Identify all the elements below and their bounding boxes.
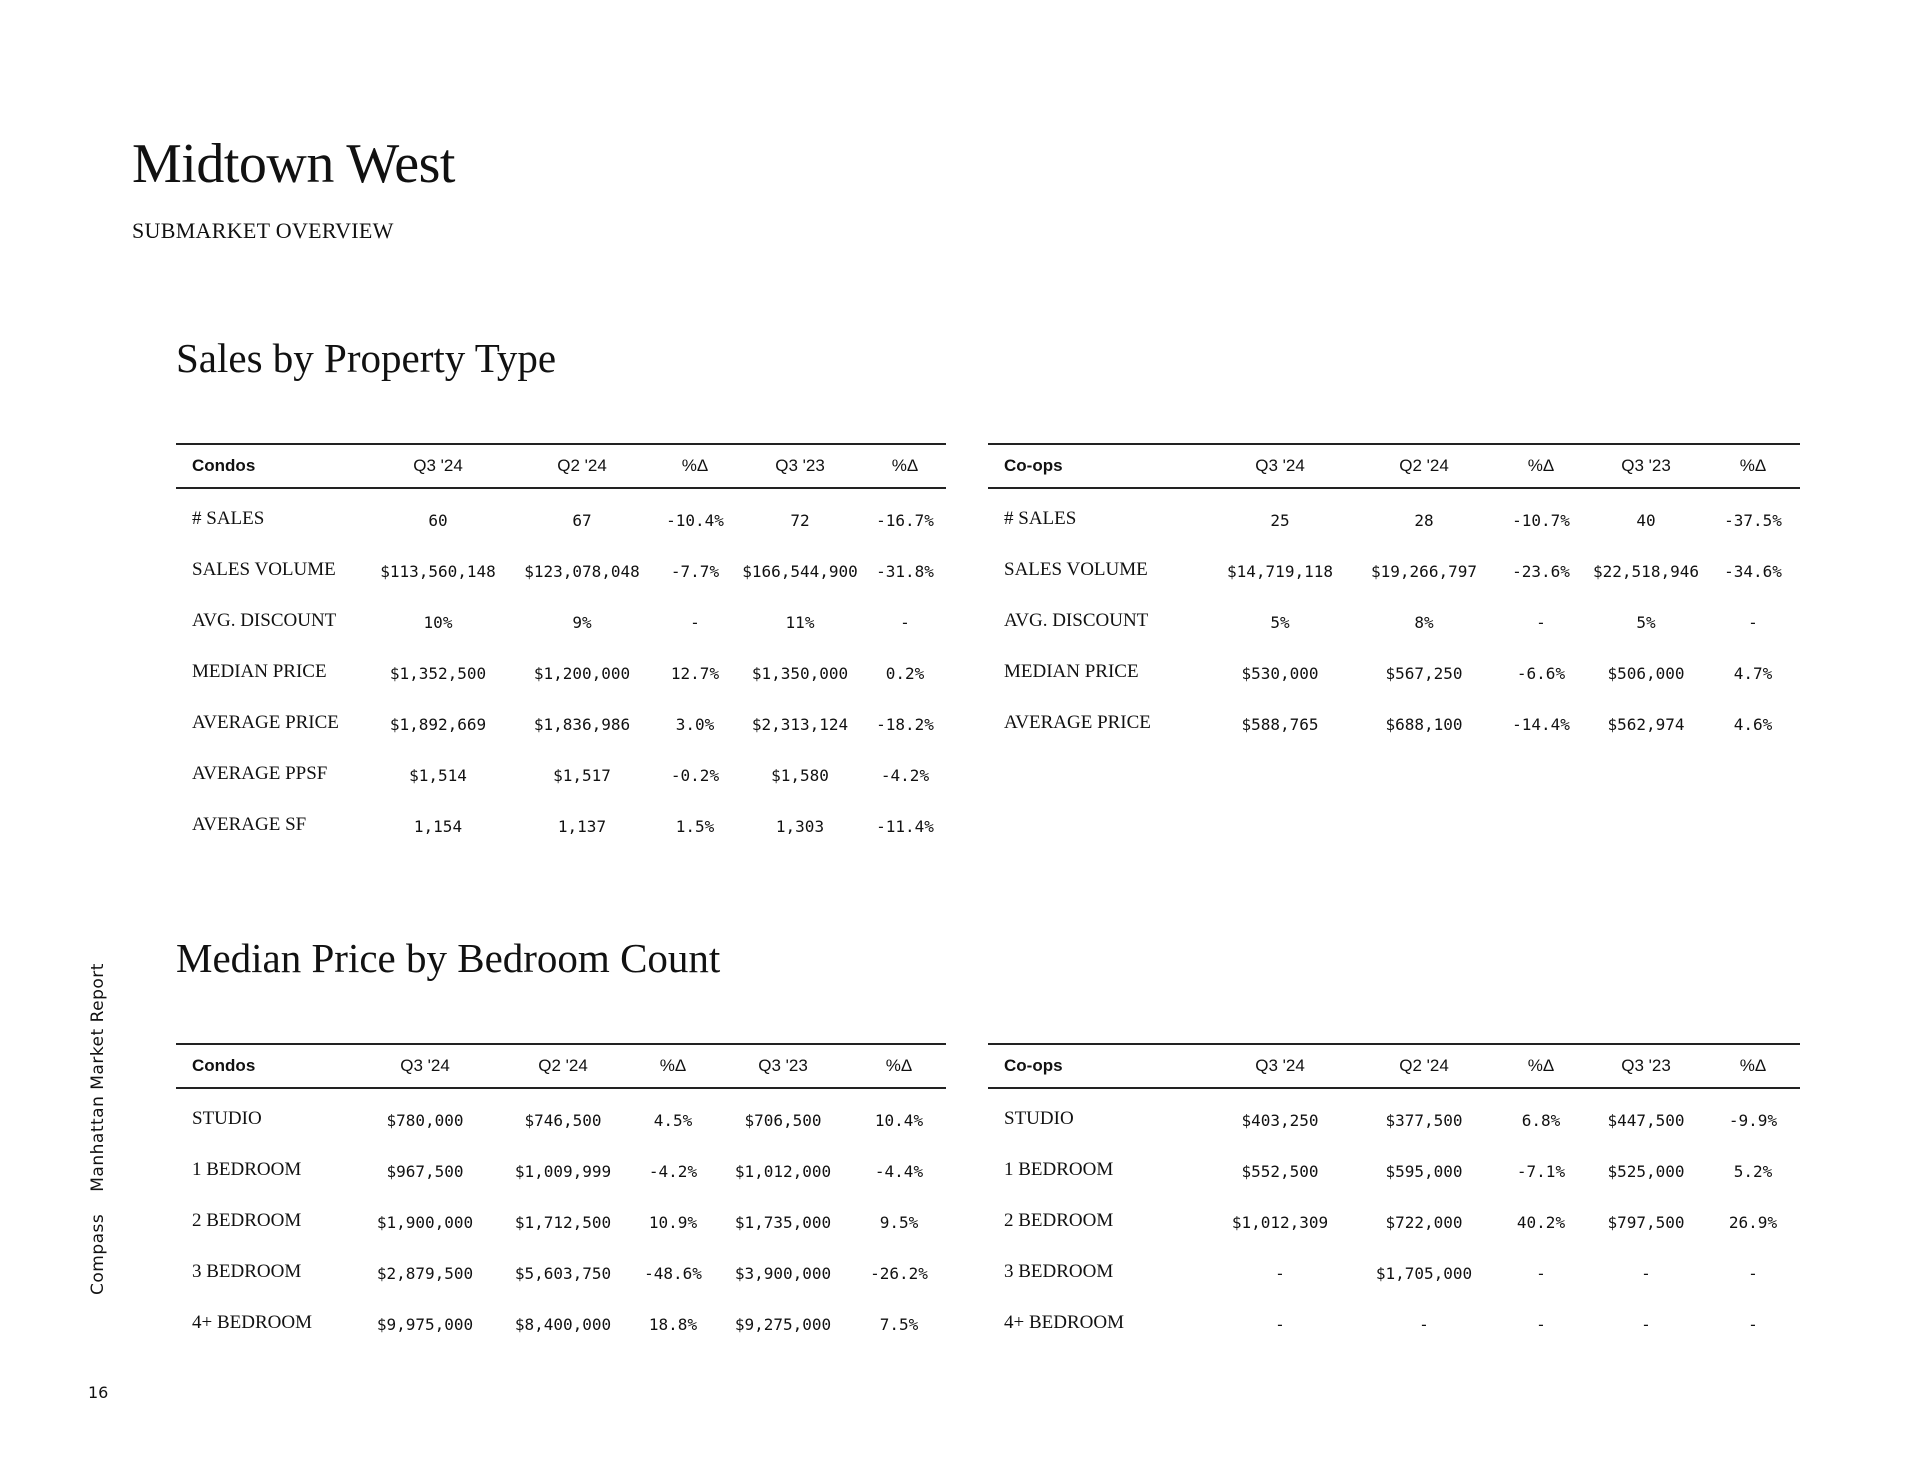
table-cell: - bbox=[1641, 1315, 1651, 1334]
condos-sales-table bbox=[176, 443, 946, 852]
table-row bbox=[176, 1299, 946, 1350]
table-cell: -18.2% bbox=[876, 715, 934, 734]
row-label: AVERAGE SF bbox=[192, 813, 307, 835]
table-cell: - bbox=[1748, 613, 1758, 632]
table-cell: $562,974 bbox=[1607, 715, 1685, 734]
table-cell: 60 bbox=[428, 511, 448, 530]
column-header: %Δ bbox=[632, 1044, 714, 1088]
row-label: 3 BEDROOM bbox=[192, 1260, 302, 1282]
table-corner-label: Co-ops bbox=[988, 1044, 1208, 1088]
table-cell: $1,514 bbox=[409, 766, 467, 785]
table-cell: $780,000 bbox=[386, 1111, 464, 1130]
table-row bbox=[176, 801, 946, 852]
table-row bbox=[988, 648, 1800, 699]
row-label: 4+ BEDROOM bbox=[1004, 1311, 1124, 1333]
table-cell: -14.4% bbox=[1512, 715, 1570, 734]
table-cell: 72 bbox=[790, 511, 810, 530]
table-cell: - bbox=[1536, 1264, 1546, 1283]
table-cell: 25 bbox=[1270, 511, 1290, 530]
table-cell: 3.0% bbox=[675, 715, 715, 734]
table-cell: $1,352,500 bbox=[389, 664, 487, 683]
table-row bbox=[988, 546, 1800, 597]
table-cell: $506,000 bbox=[1607, 664, 1685, 683]
table-corner-label: Condos bbox=[176, 1044, 356, 1088]
coops-sales-table bbox=[988, 443, 1800, 750]
column-header: Q2 '24 bbox=[494, 1044, 632, 1088]
table-row bbox=[176, 1248, 946, 1299]
table-cell: 11% bbox=[785, 613, 815, 632]
table-cell: $1,712,500 bbox=[514, 1213, 612, 1232]
table-cell: - bbox=[1536, 1315, 1546, 1334]
table-cell: $1,200,000 bbox=[533, 664, 631, 683]
table-corner-label: Condos bbox=[176, 444, 366, 488]
row-label: MEDIAN PRICE bbox=[1004, 660, 1139, 682]
row-label: MEDIAN PRICE bbox=[192, 660, 327, 682]
table-row bbox=[988, 488, 1800, 546]
table-cell: $3,900,000 bbox=[734, 1264, 832, 1283]
column-header: Q2 '24 bbox=[1352, 1044, 1496, 1088]
column-header: %Δ bbox=[1496, 1044, 1586, 1088]
table-header-row bbox=[988, 444, 1800, 488]
footer-brand-label bbox=[88, 963, 108, 1295]
page-title: Midtown West bbox=[132, 133, 455, 195]
condos-bedroom-table bbox=[176, 1043, 946, 1350]
table-row bbox=[176, 648, 946, 699]
table-row bbox=[176, 750, 946, 801]
table-cell: $1,705,000 bbox=[1375, 1264, 1473, 1283]
table-cell: - bbox=[1748, 1315, 1758, 1334]
table-cell: $2,313,124 bbox=[751, 715, 849, 734]
table-header-row bbox=[988, 1044, 1800, 1088]
row-label: AVERAGE PPSF bbox=[192, 762, 328, 784]
column-header: %Δ bbox=[852, 1044, 946, 1088]
column-header: Q3 '23 bbox=[714, 1044, 852, 1088]
table-cell: 40.2% bbox=[1516, 1213, 1566, 1232]
table-cell: -31.8% bbox=[876, 562, 934, 581]
table-cell: $377,500 bbox=[1385, 1111, 1463, 1130]
table-row bbox=[988, 1146, 1800, 1197]
table-cell: -37.5% bbox=[1724, 511, 1782, 530]
table-cell: 4.6% bbox=[1733, 715, 1773, 734]
table-cell: - bbox=[1641, 1264, 1651, 1283]
table-cell: 10.9% bbox=[648, 1213, 698, 1232]
column-header: %Δ bbox=[654, 444, 736, 488]
table-cell: $1,350,000 bbox=[751, 664, 849, 683]
row-label: SALES VOLUME bbox=[1004, 558, 1148, 580]
table-cell: -11.4% bbox=[876, 817, 934, 836]
row-label: # SALES bbox=[192, 507, 265, 529]
table-cell: $967,500 bbox=[386, 1162, 464, 1181]
table-cell: $588,765 bbox=[1241, 715, 1319, 734]
table-cell: $722,000 bbox=[1385, 1213, 1463, 1232]
column-header: Q3 '24 bbox=[1208, 1044, 1352, 1088]
column-header: Q3 '24 bbox=[366, 444, 510, 488]
table-cell: $1,892,669 bbox=[389, 715, 487, 734]
row-label: AVERAGE PRICE bbox=[1004, 711, 1151, 733]
table-cell: -4.2% bbox=[880, 766, 930, 785]
table-cell: 18.8% bbox=[648, 1315, 698, 1334]
table-row bbox=[176, 1146, 946, 1197]
table-cell: 5.2% bbox=[1733, 1162, 1773, 1181]
table-cell: 5% bbox=[1636, 613, 1656, 632]
table-cell: -48.6% bbox=[644, 1264, 702, 1283]
table-row bbox=[988, 1197, 1800, 1248]
table-cell: 4.7% bbox=[1733, 664, 1773, 683]
row-label: 2 BEDROOM bbox=[1004, 1209, 1114, 1231]
column-header: Q2 '24 bbox=[510, 444, 654, 488]
table-cell: $8,400,000 bbox=[514, 1315, 612, 1334]
table-cell: - bbox=[690, 613, 700, 632]
table-cell: 12.7% bbox=[670, 664, 720, 683]
table-cell: -0.2% bbox=[670, 766, 720, 785]
row-label: AVERAGE PRICE bbox=[192, 711, 339, 733]
row-label: AVG. DISCOUNT bbox=[1004, 609, 1149, 631]
table-cell: - bbox=[1275, 1315, 1285, 1334]
table-cell: $525,000 bbox=[1607, 1162, 1685, 1181]
table-cell: 28 bbox=[1414, 511, 1434, 530]
table-cell: -9.9% bbox=[1728, 1111, 1778, 1130]
column-header: %Δ bbox=[864, 444, 946, 488]
table-row bbox=[176, 699, 946, 750]
table-cell: - bbox=[1419, 1315, 1429, 1334]
table-cell: $123,078,048 bbox=[524, 562, 640, 581]
table-row bbox=[176, 597, 946, 648]
table-cell: $14,719,118 bbox=[1227, 562, 1333, 581]
table-cell: $113,560,148 bbox=[380, 562, 496, 581]
table-cell: 9.5% bbox=[879, 1213, 919, 1232]
table-cell: -4.2% bbox=[648, 1162, 698, 1181]
table-cell: 1,137 bbox=[557, 817, 607, 836]
table-cell: $403,250 bbox=[1241, 1111, 1319, 1130]
page-number: 16 bbox=[88, 1383, 109, 1402]
table-cell: $9,975,000 bbox=[376, 1315, 474, 1334]
table-row bbox=[988, 1248, 1800, 1299]
table-cell: 67 bbox=[572, 511, 592, 530]
table-cell: 9% bbox=[572, 613, 592, 632]
row-label: 3 BEDROOM bbox=[1004, 1260, 1114, 1282]
table-cell: $1,735,000 bbox=[734, 1213, 832, 1232]
table-cell: - bbox=[1748, 1264, 1758, 1283]
table-row bbox=[176, 1088, 946, 1146]
table-cell: $1,900,000 bbox=[376, 1213, 474, 1232]
table-cell: 10.4% bbox=[874, 1111, 924, 1130]
table-cell: 7.5% bbox=[879, 1315, 919, 1334]
table-cell: -16.7% bbox=[876, 511, 934, 530]
table-cell: 0.2% bbox=[885, 664, 925, 683]
table-cell: 1.5% bbox=[675, 817, 715, 836]
table-row bbox=[988, 1088, 1800, 1146]
table-cell: $797,500 bbox=[1607, 1213, 1685, 1232]
table-cell: $19,266,797 bbox=[1371, 562, 1477, 581]
table-cell: -7.1% bbox=[1516, 1162, 1566, 1181]
table-cell: - bbox=[1536, 613, 1546, 632]
table-cell: $552,500 bbox=[1241, 1162, 1319, 1181]
column-header: %Δ bbox=[1706, 1044, 1800, 1088]
table-cell: $166,544,900 bbox=[742, 562, 858, 581]
section-title-sales-by-property-type: Sales by Property Type bbox=[176, 335, 557, 381]
page-subtitle: SUBMARKET OVERVIEW bbox=[132, 218, 394, 243]
table-cell: 8% bbox=[1414, 613, 1434, 632]
brand-name: Compass bbox=[88, 1213, 108, 1295]
table-cell: $1,580 bbox=[771, 766, 829, 785]
table-header-row bbox=[176, 444, 946, 488]
table-cell: -10.7% bbox=[1512, 511, 1570, 530]
column-header: Q3 '24 bbox=[356, 1044, 494, 1088]
column-header: Q3 '23 bbox=[1586, 444, 1706, 488]
table-cell: $746,500 bbox=[524, 1111, 602, 1130]
table-corner-label: Co-ops bbox=[988, 444, 1208, 488]
table-cell: -7.7% bbox=[670, 562, 720, 581]
table-cell: $22,518,946 bbox=[1593, 562, 1699, 581]
column-header: Q3 '23 bbox=[1586, 1044, 1706, 1088]
table-cell: $595,000 bbox=[1385, 1162, 1463, 1181]
table-cell: 10% bbox=[423, 613, 453, 632]
row-label: 2 BEDROOM bbox=[192, 1209, 302, 1231]
section-title-median-price-by-bedroom: Median Price by Bedroom Count bbox=[176, 935, 721, 981]
row-label: 1 BEDROOM bbox=[1004, 1158, 1114, 1180]
row-label: AVG. DISCOUNT bbox=[192, 609, 337, 631]
table-cell: -26.2% bbox=[870, 1264, 928, 1283]
table-cell: -10.4% bbox=[666, 511, 724, 530]
column-header: %Δ bbox=[1706, 444, 1800, 488]
row-label: STUDIO bbox=[192, 1107, 262, 1129]
table-row bbox=[176, 546, 946, 597]
table-cell: - bbox=[1275, 1264, 1285, 1283]
column-header: Q2 '24 bbox=[1352, 444, 1496, 488]
table-cell: $1,517 bbox=[553, 766, 611, 785]
table-cell: $1,012,000 bbox=[734, 1162, 832, 1181]
table-cell: $2,879,500 bbox=[376, 1264, 474, 1283]
table-cell: $9,275,000 bbox=[734, 1315, 832, 1334]
table-row bbox=[988, 1299, 1800, 1350]
table-cell: 1,303 bbox=[775, 817, 825, 836]
table-cell: $5,603,750 bbox=[514, 1264, 612, 1283]
table-cell: $706,500 bbox=[744, 1111, 822, 1130]
row-label: STUDIO bbox=[1004, 1107, 1074, 1129]
table-cell: -23.6% bbox=[1512, 562, 1570, 581]
table-cell: 5% bbox=[1270, 613, 1290, 632]
table-cell: $567,250 bbox=[1385, 664, 1463, 683]
table-cell: $1,012,309 bbox=[1231, 1213, 1329, 1232]
coops-bedroom-table bbox=[988, 1043, 1800, 1350]
table-cell: $688,100 bbox=[1385, 715, 1463, 734]
column-header: %Δ bbox=[1496, 444, 1586, 488]
table-cell: $530,000 bbox=[1241, 664, 1319, 683]
table-cell: -4.4% bbox=[874, 1162, 924, 1181]
table-cell: 26.9% bbox=[1728, 1213, 1778, 1232]
table-cell: 40 bbox=[1636, 511, 1656, 530]
row-label: 4+ BEDROOM bbox=[192, 1311, 312, 1333]
table-cell: 6.8% bbox=[1521, 1111, 1561, 1130]
row-label: SALES VOLUME bbox=[192, 558, 336, 580]
row-label: 1 BEDROOM bbox=[192, 1158, 302, 1180]
column-header: Q3 '24 bbox=[1208, 444, 1352, 488]
table-row bbox=[988, 699, 1800, 750]
table-header-row bbox=[176, 1044, 946, 1088]
table-cell: $1,836,986 bbox=[533, 715, 631, 734]
table-cell: -6.6% bbox=[1516, 664, 1566, 683]
table-cell: 4.5% bbox=[653, 1111, 693, 1130]
table-row bbox=[988, 597, 1800, 648]
table-cell: - bbox=[900, 613, 910, 632]
report-name: Manhattan Market Report bbox=[88, 963, 108, 1192]
column-header: Q3 '23 bbox=[736, 444, 864, 488]
row-label: # SALES bbox=[1004, 507, 1077, 529]
table-cell: $447,500 bbox=[1607, 1111, 1685, 1130]
table-cell: 1,154 bbox=[413, 817, 463, 836]
table-row bbox=[176, 1197, 946, 1248]
table-cell: $1,009,999 bbox=[514, 1162, 612, 1181]
table-row bbox=[176, 488, 946, 546]
table-cell: -34.6% bbox=[1724, 562, 1782, 581]
